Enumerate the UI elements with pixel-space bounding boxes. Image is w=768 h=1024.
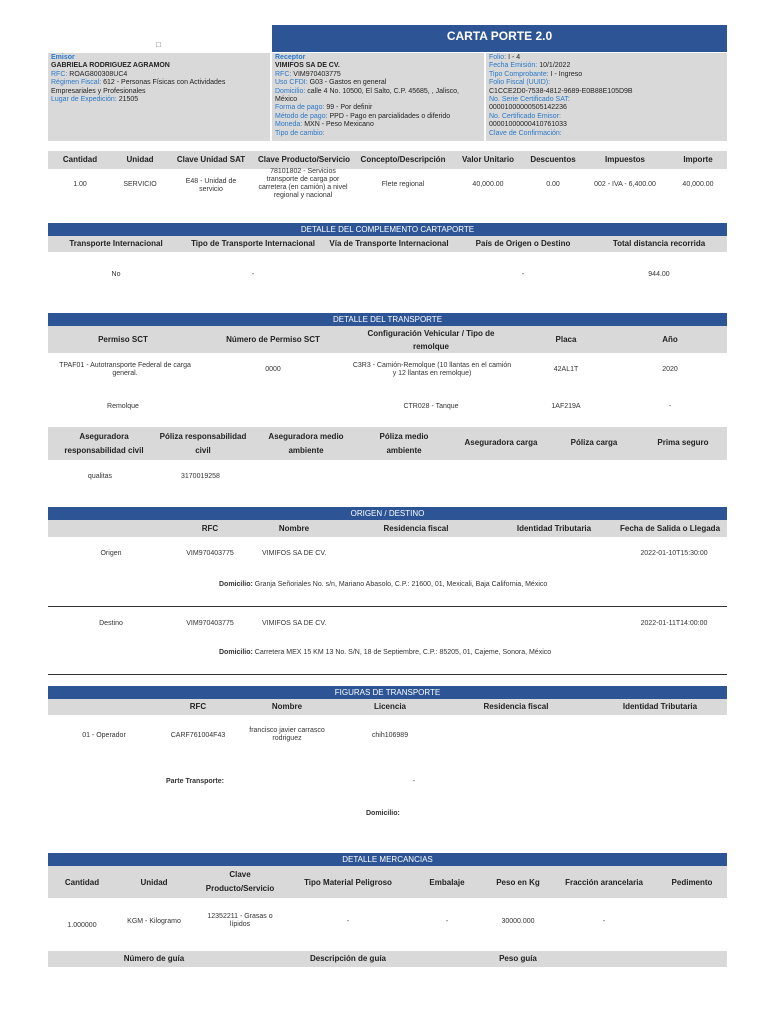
origen-label: Origen bbox=[100, 550, 122, 557]
destino-nombre: VIMIFOS SA DE CV. bbox=[262, 620, 327, 627]
aseguradora-ma-line2: ambiente bbox=[288, 446, 324, 455]
col-placa: Placa bbox=[555, 335, 577, 344]
parte-transporte-label: Parte Transporte: bbox=[166, 778, 224, 785]
remolque-label: Remolque bbox=[107, 403, 139, 410]
emisor-lugar-label: Lugar de Expedición: bbox=[51, 96, 117, 104]
configuracion-value bbox=[340, 362, 524, 378]
emisor-name: GABRIELA RODRIGUEZ AGRAMON bbox=[51, 62, 170, 70]
col-aseguradora-carga: Aseguradora carga bbox=[464, 438, 538, 447]
origen-rfc: VIM970403775 bbox=[186, 550, 234, 557]
col-via-transporte: Vía de Transporte Internacional bbox=[329, 239, 449, 248]
origen-nombre: VIMIFOS SA DE CV. bbox=[262, 550, 327, 557]
col-merc-fraccion: Fracción arancelaria bbox=[565, 878, 643, 887]
permiso-line2: general. bbox=[112, 370, 138, 377]
concepto-descripcion: Flete regional bbox=[381, 181, 425, 188]
receptor-metodo: PPD - Pago en parcialidades o diferido bbox=[329, 112, 451, 120]
merc-peso: 30000.000 bbox=[501, 918, 535, 925]
concepto-clave-producto bbox=[250, 168, 356, 200]
col-configuracion bbox=[346, 327, 516, 353]
mercancias-title: DETALLE MERCANCIAS bbox=[48, 853, 727, 866]
origen-domicilio-label: Domicilio: bbox=[219, 581, 253, 588]
concepto-clave-unidad bbox=[172, 178, 250, 194]
col-anio: Año bbox=[662, 335, 678, 344]
uuid-label: Folio Fiscal (UUID): bbox=[489, 79, 551, 87]
col-guia-peso: Peso guía bbox=[499, 954, 537, 963]
receptor-uso: G03 - Gastos en general bbox=[309, 79, 387, 87]
merc-fraccion: - bbox=[602, 918, 606, 925]
configuracion-value-line1: C3R3 - Camión-Remolque (10 llantas en el camión bbox=[352, 362, 512, 369]
cert-emisor-value: 00001000000410761033 bbox=[489, 121, 567, 129]
col-merc-peso: Peso en Kg bbox=[496, 878, 540, 887]
receptor-forma: 99 - Por definir bbox=[326, 104, 373, 112]
merc-embalaje: - bbox=[445, 918, 449, 925]
col-poliza-ma bbox=[356, 430, 452, 458]
folio-label: Folio: bbox=[489, 54, 507, 61]
col-unidad: Unidad bbox=[126, 155, 154, 164]
poliza-rc-value: 3170019258 bbox=[181, 473, 220, 480]
emisor-box bbox=[48, 53, 270, 141]
configuracion-value-line2: y 12 llantas en remolque) bbox=[392, 370, 472, 377]
confirmacion-label: Clave de Confirmación: bbox=[489, 129, 562, 137]
aseguradora-rc-line1: Aseguradora bbox=[79, 432, 129, 441]
col-impuestos: Impuestos bbox=[604, 155, 645, 164]
clave-unidad-line2: servicio bbox=[199, 186, 223, 193]
destino-domicilio bbox=[219, 649, 551, 656]
transporte-internacional-value: No bbox=[111, 271, 121, 278]
col-od-fecha: Fecha de Salida o Llegada bbox=[619, 524, 721, 533]
concepto-importe: 40,000.00 bbox=[682, 181, 714, 188]
fecha-label: Fecha Emisión: bbox=[489, 62, 538, 70]
origen-divider bbox=[48, 606, 727, 607]
concepto-descuentos: 0.00 bbox=[546, 181, 560, 188]
complemento-title: DETALLE DEL COMPLEMENTO CARTAPORTE bbox=[48, 223, 727, 236]
emisor-rfc-label: RFC: bbox=[51, 70, 68, 78]
col-total-distancia: Total distancia recorrida bbox=[612, 239, 706, 248]
transporte-title: DETALLE DEL TRANSPORTE bbox=[48, 313, 727, 326]
emisor-regimen-cont: Empresariales y Profesionales bbox=[51, 87, 146, 95]
aseguradora-ma-line1: Aseguradora medio bbox=[268, 432, 344, 441]
col-od-rfc: RFC bbox=[201, 524, 219, 533]
col-concepto: Concepto/Descripción bbox=[360, 155, 446, 164]
serie-sat-value: 00001000000505142236 bbox=[489, 104, 567, 112]
aseguradora-rc-line2: responsabilidad civil bbox=[64, 446, 144, 455]
col-merc-peligroso: Tipo Material Peligroso bbox=[304, 878, 392, 887]
col-permiso-sct: Permiso SCT bbox=[98, 335, 148, 344]
emisor-regimen: 612 - Personas Físicas con Actividades bbox=[103, 79, 226, 87]
col-poliza-rc bbox=[156, 430, 250, 458]
col-clave-producto: Clave Producto/Servicio bbox=[257, 155, 351, 164]
parte-transporte bbox=[166, 778, 224, 785]
total-distancia-value: 944.00 bbox=[648, 271, 670, 278]
poliza-rc-line2: civil bbox=[195, 446, 211, 455]
configuracion-line2: remolque bbox=[412, 342, 449, 351]
col-prima-seguro: Prima seguro bbox=[657, 438, 709, 447]
col-pais-origen: País de Origen o Destino bbox=[475, 239, 571, 248]
concepto-valor: 40,000.00 bbox=[472, 181, 504, 188]
concepto-unidad: SERVICIO bbox=[123, 181, 157, 188]
figuras-title: FIGURAS DE TRANSPORTE bbox=[48, 686, 727, 699]
receptor-domicilio-cont: México bbox=[275, 96, 298, 104]
merc-cantidad: 1.000000 bbox=[67, 922, 97, 929]
receptor-rfc-label: RFC: bbox=[275, 70, 292, 78]
col-descuentos: Descuentos bbox=[530, 155, 576, 164]
origen-destino-title: ORIGEN / DESTINO bbox=[48, 507, 727, 520]
permiso-sct-value bbox=[50, 362, 200, 378]
merc-unidad: KGM - Kilogramo bbox=[127, 918, 181, 925]
uuid-value: C1CCE2D0-7538-4812-9689-E0B88E105D9B bbox=[489, 87, 633, 95]
col-merc-unidad: Unidad bbox=[140, 878, 168, 887]
receptor-rfc: VIM970403775 bbox=[293, 70, 341, 78]
col-guia-descripcion: Descripción de guía bbox=[309, 954, 387, 963]
remolque-anio: - bbox=[668, 403, 672, 410]
document-title: CARTA PORTE 2.0 bbox=[446, 29, 553, 43]
concepto-impuestos: 002 - IVA - 6,400.00 bbox=[594, 181, 656, 188]
tipo-comprobante-label: Tipo Comprobante: bbox=[489, 70, 549, 78]
col-merc-clave bbox=[196, 868, 284, 896]
aseguradora-rc-value: qualitas bbox=[87, 473, 113, 480]
col-od-identidad: Identidad Tributaria bbox=[516, 524, 592, 533]
col-fig-rfc: RFC bbox=[189, 702, 207, 711]
folio-value: I - 4 bbox=[508, 54, 521, 61]
figura-nombre bbox=[238, 727, 336, 743]
merc-clave-line2: Producto/Servicio bbox=[205, 884, 275, 893]
col-aseguradora-rc bbox=[52, 430, 156, 458]
parte-transporte-value: - bbox=[412, 778, 416, 785]
receptor-heading: Receptor bbox=[275, 54, 306, 61]
col-aseguradora-ma bbox=[256, 430, 356, 458]
tipo-comprobante-value: I - Ingreso bbox=[550, 70, 583, 78]
receptor-moneda: MXN - Peso Mexicano bbox=[304, 121, 374, 129]
figura-rfc: CARF761004F43 bbox=[170, 732, 226, 739]
col-fig-nombre: Nombre bbox=[271, 702, 303, 711]
anio-value: 2020 bbox=[662, 366, 678, 373]
origen-domicilio bbox=[219, 581, 547, 588]
col-clave-unidad: Clave Unidad SAT bbox=[176, 155, 246, 164]
receptor-name: VIMIFOS SA DE CV. bbox=[275, 62, 340, 70]
col-cantidad: Cantidad bbox=[62, 155, 98, 164]
poliza-ma-line1: Póliza medio bbox=[379, 432, 429, 441]
placa-value: 42AL1T bbox=[553, 366, 579, 373]
col-od-residencia: Residencia fiscal bbox=[383, 524, 449, 533]
figura-tipo: 01 - Operador bbox=[82, 732, 126, 739]
col-poliza-carga: Póliza carga bbox=[570, 438, 618, 447]
clave-unidad-line1: E48 - Unidad de bbox=[185, 178, 237, 185]
emisor-heading: Emisor bbox=[51, 54, 75, 61]
receptor-tipo-cambio-label: Tipo de cambio: bbox=[275, 129, 325, 137]
destino-domicilio-label: Domicilio: bbox=[219, 649, 253, 656]
receptor-domicilio-label: Domicilio: bbox=[275, 87, 306, 95]
folio-box bbox=[486, 53, 727, 141]
merc-clave-value-line2: lípidos bbox=[229, 921, 251, 928]
col-merc-pedimento: Pedimento bbox=[671, 878, 713, 887]
origen-fecha: 2022-01-10T15:30:00 bbox=[640, 550, 708, 557]
col-merc-cantidad: Cantidad bbox=[64, 878, 100, 887]
figura-nombre-line2: rodriguez bbox=[272, 735, 302, 742]
figura-nombre-line1: francisco javier carrasco bbox=[249, 727, 325, 734]
receptor-forma-label: Forma de pago: bbox=[275, 104, 325, 112]
receptor-metodo-label: Método de pago: bbox=[275, 112, 328, 120]
numero-permiso-value: 0000 bbox=[265, 366, 281, 373]
pais-origen-value: - bbox=[521, 271, 525, 278]
merc-clave bbox=[196, 913, 284, 929]
concepto-cantidad: 1.00 bbox=[73, 181, 87, 188]
col-numero-permiso: Número de Permiso SCT bbox=[226, 335, 320, 344]
permiso-line1: TPAF01 - Autotransporte Federal de carga bbox=[59, 362, 191, 369]
remolque-placa: 1AF219A bbox=[551, 403, 581, 410]
destino-label: Destino bbox=[99, 620, 123, 627]
emisor-regimen-label: Régimen Fiscal: bbox=[51, 79, 102, 87]
cert-emisor-label: No. Certificado Emisor: bbox=[489, 112, 561, 120]
destino-rfc: VIM970403775 bbox=[186, 620, 234, 627]
col-tipo-transporte-internacional: Tipo de Transporte Internacional bbox=[191, 239, 315, 248]
emisor-lugar: 21505 bbox=[118, 96, 139, 104]
col-fig-residencia: Residencia fiscal bbox=[483, 702, 549, 711]
merc-clave-value-line1: 12352211 - Grasas o bbox=[207, 913, 273, 920]
col-merc-embalaje: Embalaje bbox=[429, 878, 465, 887]
origen-domicilio-value: Granja Señoriales No. s/n, Mariano Abasolo, C.P.: 21600, 01, Mexicali, Baja California, México bbox=[254, 581, 548, 588]
col-transporte-internacional: Transporte Internacional bbox=[69, 239, 163, 248]
receptor-uso-label: Uso CFDI: bbox=[275, 79, 308, 87]
serie-sat-label: No. Serie Certificado SAT: bbox=[489, 96, 570, 104]
receptor-domicilio: calle 4 No. 10500, El Salto, C.P. 45685, , Jalisco, bbox=[307, 87, 459, 95]
receptor-moneda-label: Moneda: bbox=[275, 121, 303, 129]
emisor-rfc: ROAG800308UC4 bbox=[69, 70, 128, 78]
logo-placeholder: □ bbox=[156, 40, 161, 49]
figura-domicilio-label: Domicilio: bbox=[366, 810, 400, 817]
destino-fecha: 2022-01-11T14:00:00 bbox=[640, 620, 708, 627]
col-guia-numero: Número de guía bbox=[123, 954, 185, 963]
clave-producto-line2: transporte de carga por bbox=[266, 176, 340, 183]
figura-domicilio bbox=[366, 810, 400, 817]
receptor-box bbox=[272, 53, 484, 141]
col-od-nombre: Nombre bbox=[278, 524, 310, 533]
col-importe: Importe bbox=[683, 155, 713, 164]
col-valor-unitario: Valor Unitario bbox=[461, 155, 514, 164]
col-fig-identidad: Identidad Tributaria bbox=[622, 702, 698, 711]
configuracion-line1: Configuración Vehicular / Tipo de bbox=[367, 329, 495, 338]
clave-producto-line4: regional y nacional bbox=[273, 192, 333, 199]
clave-producto-line3: carretera (en camión) a nivel bbox=[258, 184, 348, 191]
tipo-transporte-internacional-value: - bbox=[251, 271, 255, 278]
col-fig-licencia: Licencia bbox=[373, 702, 406, 711]
clave-producto-line1: 78101802 - Servicios bbox=[270, 168, 336, 175]
poliza-rc-line1: Póliza responsabilidad bbox=[159, 432, 247, 441]
remolque-config: CTR028 - Tanque bbox=[403, 403, 459, 410]
destino-divider bbox=[48, 674, 727, 675]
merc-clave-line1: Clave bbox=[229, 870, 251, 879]
figura-licencia: chih106989 bbox=[371, 732, 409, 739]
merc-peligroso: - bbox=[346, 918, 350, 925]
fecha-value: 10/1/2022 bbox=[539, 62, 571, 70]
destino-domicilio-value: Carretera MEX 15 KM 13 No. S/N, 18 de Septiembre, C.P.: 85205, 01, Cajeme, Sonora, México bbox=[254, 649, 552, 656]
poliza-ma-line2: ambiente bbox=[386, 446, 422, 455]
